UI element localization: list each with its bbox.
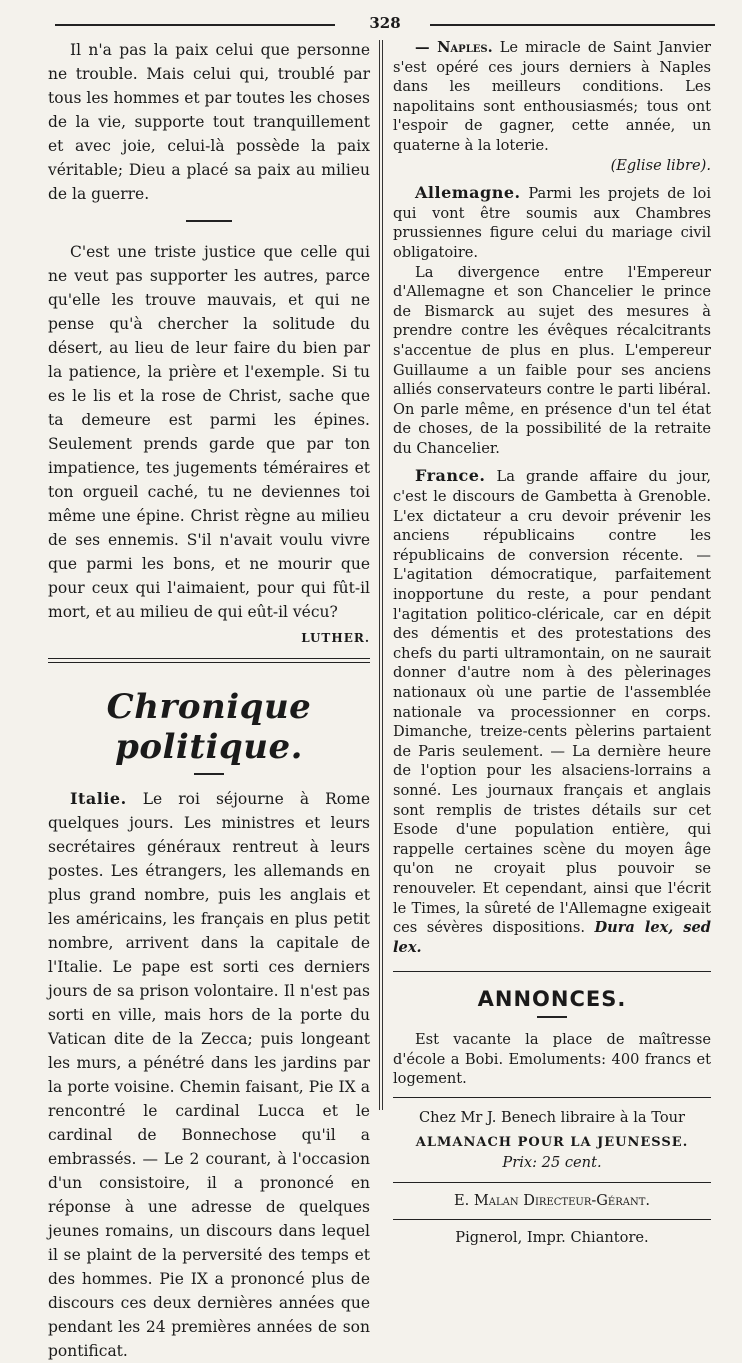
paragraph: Il n'a pas la paix celui que personne ne trouble. Mais celui qui, troublé par tous les hommes et par toutes les choses de la vie, supporte tout tranquillement et avec joie, celui-là possède la paix véritable; Dieu a placé sa paix au milieu de la guerre. <box>48 41 370 203</box>
paragraph-italie <box>48 787 370 1363</box>
right-column <box>393 38 711 1248</box>
annonce-price: Prix: 25 cent. <box>502 1153 602 1171</box>
latin-phrase: Dura lex, sed lex. <box>393 919 711 956</box>
column-divider <box>382 40 383 1110</box>
paragraph-allemagne <box>393 183 711 262</box>
paragraph-france <box>393 466 711 957</box>
column-divider <box>379 40 380 1110</box>
separator <box>186 220 232 222</box>
annonce-line: Chez Mr J. Benech libraire à la Tour <box>418 1108 686 1126</box>
divider <box>393 1097 711 1098</box>
keyword-italie: Italie. <box>70 789 127 808</box>
page-header <box>55 14 715 34</box>
france-text: La grande affaire du jour, c'est le discours de Gambetta à Grenoble. L'ex dictateur a cru devoir prévenir les anciens républicains contre les républicains de conversion récente. — L'agitation démocratique, parfaitement inopportune du reste, a pour pendant l'agitation politico-cléricale, car en dépit des démentis et des protestations des chefs du parti ultramontain, on ne saurait donner d'autre nom à des pèlerinages nationaux où une partie de l'assemblée nationale va processionner en corps. Dimanche, treize-cents pèlerins partaient de Paris seulement. — La dernière heure de l'option pour les alsaciens-lorrains a sonné. Les journaux français et anglais sont remplis de tristes détails sur cet Esode d'une population entière, qui rappelle certaines scène du moyen âge qu'on ne croyait plus pouvoir se renouveler. Et cependant, ainsi que l'écrit le Times, la sûreté de l'Allemagne exigeait ces sévères dispositions. <box>393 468 711 937</box>
source: (Eglise libre). <box>610 156 711 174</box>
page-number: 328 <box>369 14 401 32</box>
signature: LUTHER. <box>301 631 370 645</box>
italie-text: Le roi séjourne à Rome quelques jours. Les ministres et leurs secrétaires généraux rentreut à leurs postes. Les étrangers, les allemands en plus grand nombre, puis les anglais et les américains, les français en plus petit nombre, arrivent dans la capitale de l'Italie. Le pape est sorti ces derniers jours de sa prison volontaire. Il n'est pas sorti en ville, mais hors de la porte du Vatican dite de la Zecca; puis longeant les murs, a pénétré dans les jardins par la porte voisine. Chemin faisant, Pie IX a rencontré le cardinal Lucca et le cardinal de Bonnechose qu'il a embrassés. — Le 2 courant, à l'occasion d'un consistoire, il a prononcé en réponse à une adresse de quelques jeunes romains, un discours dans lequel il se plaint de la perversité des temps et des hommes. Pie IX a prononcé plus de discours ces deux dernières années que pendant les 24 premières années de son pontificat. <box>48 790 370 1360</box>
section-title: Chronique politique. <box>106 687 312 767</box>
divider <box>393 1182 711 1183</box>
double-rule <box>48 658 370 663</box>
divider <box>393 971 711 972</box>
separator <box>194 773 224 775</box>
paragraph: La divergence entre l'Empereur d'Allemagne et son Chancelier le prince de Bismarck au sujet des mesures à prendre contre les évêques récalcitrants s'accentue de plus en plus. L'empereur Guillaume a un faible pour ses anciens alliés conservateurs contre le parti libéral. On parle même, en présence d'un tel état de choses, de la possibilité de la retraite du Chancelier. <box>393 263 711 457</box>
separator <box>537 1016 567 1018</box>
allemagne-text: Parmi les projets de loi qui vont être soumis aux Chambres prussiennes figure celui du mariage civil obligatoire. <box>393 185 711 261</box>
header-rule-right <box>430 24 715 26</box>
keyword-allemagne: Allemagne. <box>415 183 521 203</box>
gerant: E. Malan Directeur-Gérant. <box>453 1192 651 1210</box>
annonces-title: ANNONCES. <box>477 987 627 1012</box>
paragraph: C'est une triste justice que celle qui ne veut pas supporter les autres, parce qu'elle les trouve mauvais, et qui ne pense qu'à chercher la solitude du désert, au lieu de leur faire du bien par la patience, la prière et l'exemple. Si tu es le lis et la rose de Christ, sache que ta demeure est parmi les épines. Seulement prends garde que par ton impatience, tes jugements téméraires et ton orgueil caché, tu ne deviennes toi même une épine. Christ règne au milieu de ses ennemis. S'il n'avait voulu vivre que parmi les bons, et ne mourir que pour ceux qui l'aimaient, pour qui fût-il mort, et au milieu de qui eût-il vécu? <box>48 243 370 621</box>
paragraph-naples <box>393 38 711 156</box>
divider <box>393 1219 711 1220</box>
annonce-title-line: ALMANACH POUR LA JEUNESSE. <box>415 1135 689 1151</box>
annonce: Est vacante la place de maîtresse d'école a Bobi. Emoluments: 400 francs et logement. <box>393 1030 711 1088</box>
naples-text: Le miracle de Saint Janvier s'est opéré ces jours derniers à Naples dans les meilleurs conditions. Les napolitains sont enthousiasmés; tous ont l'espoir de gagner, cette année, un quaterne à la loterie. <box>393 39 712 154</box>
keyword-naples: — Naples. <box>415 39 493 56</box>
left-column <box>48 38 370 1363</box>
imprimerie: Pignerol, Impr. Chiantore. <box>455 1229 649 1247</box>
keyword-france: France. <box>415 466 486 486</box>
